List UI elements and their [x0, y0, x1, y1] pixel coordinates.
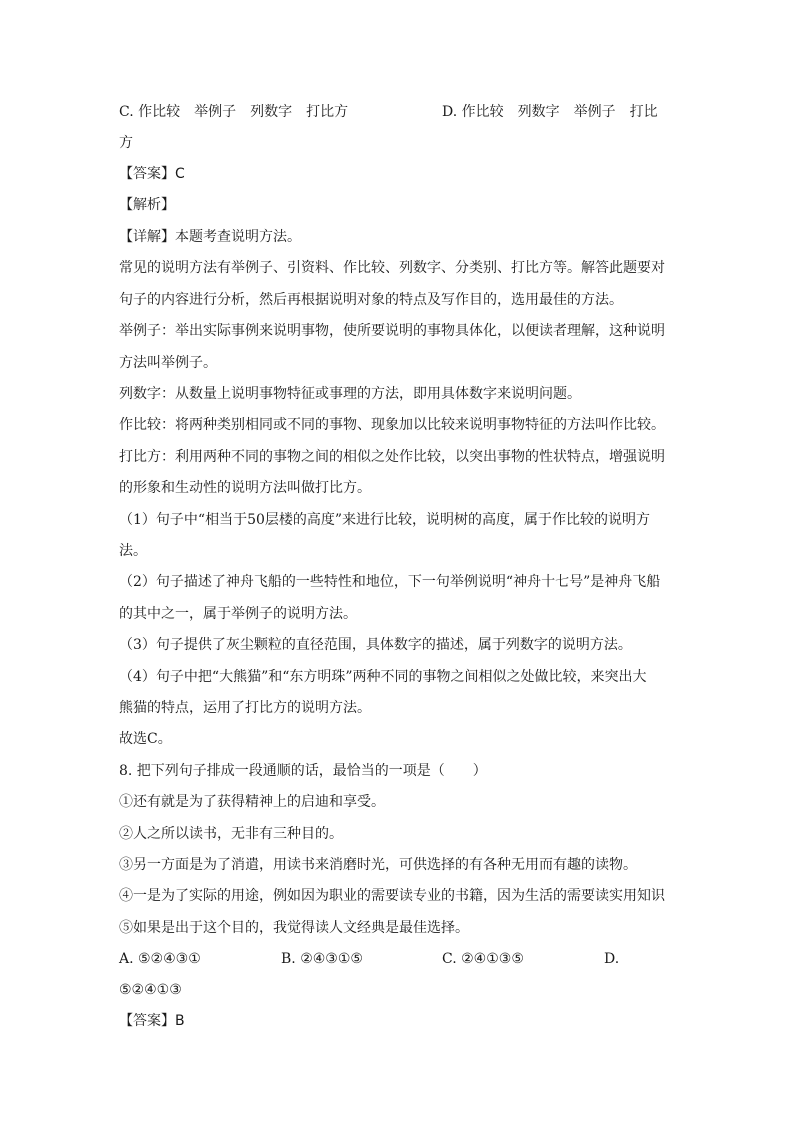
- sentence-1: ①还有就是为了获得精神上的启迪和享受。: [119, 794, 385, 810]
- paragraph-line: 句子的内容进行分析，然后再根据说明对象的特点及写作目的，选用最佳的方法。: [119, 292, 623, 308]
- paragraph-line: 法。: [119, 543, 147, 559]
- paragraph-line: 的形象和生动性的说明方法叫做打比方。: [119, 480, 371, 496]
- paragraph-line: 故选C。: [119, 731, 172, 747]
- q8-option-b: B. ②④③①⑤: [281, 951, 363, 967]
- option-c-top: C. 作比较 举例子 列数字 打比方: [119, 104, 349, 120]
- paragraph-line: 常见的说明方法有举例子、引资料、作比较、列数字、分类别、打比方等。解答此题要对: [119, 260, 665, 276]
- paragraph-line: 打比方：利用两种不同的事物之间的相似之处作比较，以突出事物的性状特点，增强说明: [119, 449, 665, 465]
- paragraph-line: 列数字：从数量上说明事物特征或事理的方法，即用具体数字来说明问题。: [119, 386, 581, 402]
- paragraph-line: （1）句子中“相当于50层楼的高度”来进行比较，说明树的高度，属于作比较的说明方: [119, 512, 651, 528]
- sentence-2: ②人之所以读书，无非有三种目的。: [119, 826, 343, 842]
- option-d-continuation: 方: [119, 135, 133, 151]
- answer-label: 【答案】C: [119, 166, 185, 182]
- final-answer-label: 【答案】B: [119, 1013, 185, 1029]
- q8-option-d: D.: [604, 951, 620, 967]
- paragraph-line: 作比较：将两种类别相同或不同的事物、现象加以比较来说明事物特征的方法叫作比较。: [119, 417, 665, 433]
- paragraph-line: 举例子：举出实际事例来说明事物，使所要说明的事物具体化，以便读者理解，这种说明: [119, 323, 665, 339]
- paragraph-line: （4）句子中把“大熊猫”和“东方明珠”两种不同的事物之间相似之处做比较，来突出大: [119, 669, 647, 685]
- paragraph-line: 方法叫举例子。: [119, 355, 217, 371]
- q8-option-c: C. ②④①③⑤: [442, 951, 524, 967]
- paragraph-line: 熊猫的特点，运用了打比方的说明方法。: [119, 700, 371, 716]
- paragraph-line: （2）句子描述了神舟飞船的一些特性和地位，下一句举例说明“神舟十七号”是神舟飞船: [119, 574, 661, 590]
- sentence-3: ③另一方面是为了消遣，用读书来消磨时光，可供选择的有各种无用而有趣的读物。: [119, 857, 637, 873]
- analysis-label: 【解析】: [119, 197, 175, 213]
- paragraph-line: （3）句子提供了灰尘颗粒的直径范围，具体数字的描述，属于列数字的说明方法。: [119, 637, 632, 653]
- sentence-5: ⑤如果是出于这个目的，我觉得读人文经典是最佳选择。: [119, 920, 469, 936]
- q8-option-d-continuation: ⑤②④①③: [119, 982, 182, 998]
- question-8-stem: 8. 把下列句子排成一段通顺的话，最恰当的一项是（ ）: [119, 763, 487, 779]
- option-d-top: D. 作比较 列数字 举例子 打比: [442, 104, 658, 120]
- sentence-4: ④一是为了实际的用途，例如因为职业的需要读专业的书籍，因为生活的需要读实用知识: [119, 888, 665, 904]
- q8-option-a: A. ⑤②④③①: [119, 951, 201, 967]
- detail-heading: 【详解】本题考查说明方法。: [119, 229, 301, 245]
- paragraph-line: 的其中之一，属于举例子的说明方法。: [119, 606, 357, 622]
